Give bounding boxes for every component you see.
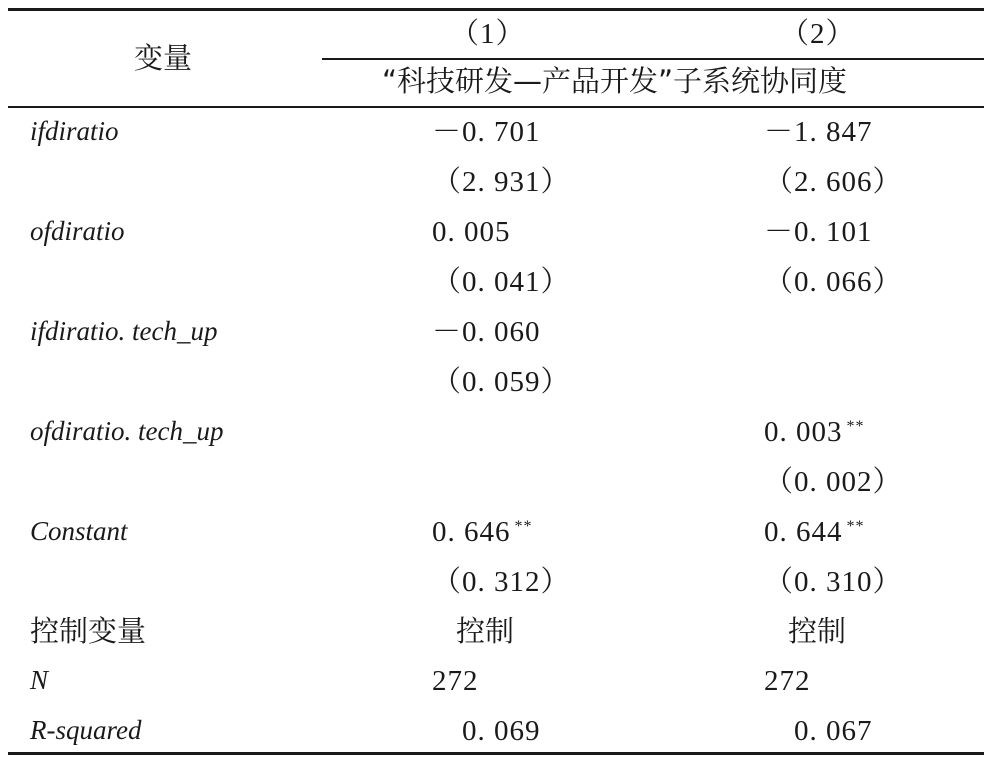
cell-col2-ofdiratio: －0. 101 — [764, 216, 873, 248]
cell-col1-ifdiratio-tech-up-se: （0. 059） — [432, 366, 571, 398]
cell-col1-ifdiratio: －0. 701 — [432, 116, 541, 148]
cell-col2-r-squared: 0. 067 — [794, 715, 873, 747]
cell-col1-n: 272 — [432, 665, 479, 697]
coef-value: 0. 646 — [432, 516, 511, 548]
cell-col2-ofdiratio-tech-up-se: （0. 002） — [764, 466, 903, 498]
cell-col1-constant — [432, 518, 533, 547]
row-label-n: N — [30, 665, 49, 695]
header-bottom-rule — [8, 106, 984, 108]
significance-stars: ** — [846, 418, 865, 435]
cell-col2-ifdiratio: －1. 847 — [764, 116, 873, 148]
cell-col1-constant-se: （0. 312） — [432, 566, 571, 598]
row-label-ifdiratio: ifdiratio — [30, 116, 119, 146]
cell-col1-ofdiratio-se: （0. 041） — [432, 266, 571, 298]
header-col1-number: （1） — [450, 18, 526, 50]
significance-stars: ** — [846, 518, 865, 535]
coef-value: 0. 003 — [764, 416, 843, 448]
cell-col2-controls: 控制 — [788, 614, 847, 648]
cell-col2-constant-se: （0. 310） — [764, 566, 903, 598]
cell-col2-n: 272 — [764, 665, 811, 697]
cell-col1-ofdiratio: 0. 005 — [432, 216, 511, 248]
significance-stars: ** — [514, 518, 533, 535]
header-dependent-variable: “科技研发—产品开发”子系统协同度 — [382, 64, 848, 98]
cell-col1-ifdiratio-se: （2. 931） — [432, 166, 571, 198]
cell-col2-ofdiratio-se: （0. 066） — [764, 266, 903, 298]
row-label-constant: Constant — [30, 516, 128, 546]
row-label-ofdiratio: ofdiratio — [30, 216, 125, 246]
header-col2-number: （2） — [780, 18, 856, 50]
row-label-ifdiratio-tech-up: ifdiratio. tech_up — [30, 316, 218, 346]
coef-value: 0. 644 — [764, 516, 843, 548]
cell-col2-constant — [764, 518, 865, 547]
cell-col1-r-squared: 0. 069 — [462, 715, 541, 747]
header-mid-rule — [322, 58, 984, 60]
row-label-r-squared: R-squared — [30, 715, 142, 745]
top-rule — [8, 8, 984, 11]
cell-col1-ifdiratio-tech-up: －0. 060 — [432, 316, 541, 348]
cell-col1-controls: 控制 — [456, 614, 515, 648]
bottom-rule — [8, 752, 984, 755]
row-label-controls: 控制变量 — [30, 614, 147, 648]
row-label-ofdiratio-tech-up: ofdiratio. tech_up — [30, 416, 224, 446]
cell-col2-ofdiratio-tech-up — [764, 418, 865, 447]
header-variable-label: 变量 — [134, 41, 193, 75]
cell-col2-ifdiratio-se: （2. 606） — [764, 166, 903, 198]
